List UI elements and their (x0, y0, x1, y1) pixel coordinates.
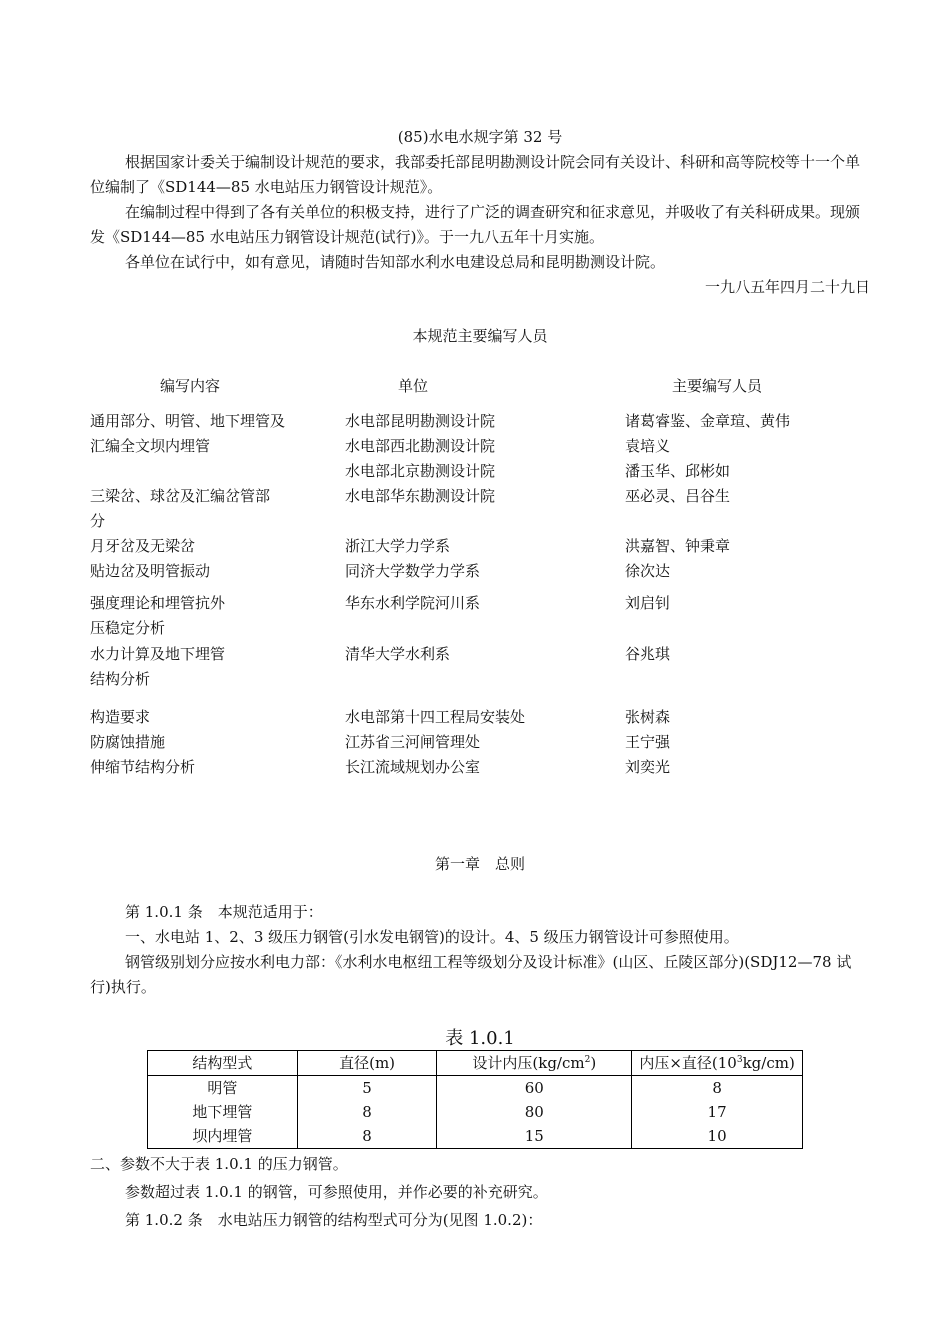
author-content: 贴边岔及明管振动 (90, 562, 211, 580)
table-header-cell: 直径(m) (297, 1051, 437, 1076)
table-cell: 5 (297, 1076, 437, 1101)
author-unit: 江苏省三河闸管理处 (345, 733, 481, 751)
table-row (148, 1076, 803, 1101)
authors-title: 本规范主要编写人员 (412, 327, 548, 345)
author-unit: 水电部西北勘测设计院 (345, 437, 496, 455)
chapter-title: 第一章 总则 (434, 855, 525, 873)
table-cell: 17 (632, 1100, 803, 1124)
author-unit: 华东水利学院河川系 (345, 594, 481, 612)
author-content: 分 (90, 512, 106, 530)
author-people: 潘玉华、邱彬如 (625, 462, 731, 480)
author-people: 诸葛睿鉴、金章瑄、黄伟 (625, 412, 791, 430)
table-caption: 表 1.0.1 (445, 1028, 515, 1049)
table-cell: 8 (632, 1076, 803, 1101)
table-cell: 15 (437, 1124, 632, 1149)
author-people: 刘奕光 (625, 758, 671, 776)
author-people: 刘启钊 (625, 594, 671, 612)
table-cell: 10 (632, 1124, 803, 1149)
article-1-0-2: 第 1.0.2 条 水电站压力钢管的结构型式可分为(见图 1.0.2)： (125, 1211, 543, 1229)
author-content: 通用部分、明管、地下埋管及 (90, 412, 286, 430)
item-2: 二、参数不大于表 1.0.1 的压力钢管。 (90, 1155, 348, 1173)
authors-header-content: 编写内容 (160, 377, 221, 395)
table-header-cell: 结构型式 (148, 1051, 298, 1076)
paragraph-1: 根据国家计委关于编制设计规范的要求，我部委托部昆明勘测设计院会同有关设计、科研和高等院校等十一个单位编制了《SD144—85 水电站压力钢管设计规范》。 (90, 153, 861, 196)
author-unit: 浙江大学力学系 (345, 537, 451, 555)
table-header-row (148, 1051, 803, 1076)
paragraph-3: 各单位在试行中，如有意见，请随时告知部水利水电建设总局和昆明勘测设计院。 (125, 253, 666, 271)
author-people: 王宁强 (625, 733, 671, 751)
doc-number: (85)水电水规字第 32 号 (397, 128, 563, 146)
table-row (148, 1100, 803, 1124)
author-content: 结构分析 (90, 670, 151, 688)
table-cell: 坝内埋管 (148, 1124, 298, 1149)
table-cell: 8 (297, 1100, 437, 1124)
article-1-0-1: 第 1.0.1 条 本规范适用于： (125, 903, 323, 921)
author-people: 洪嘉智、钟秉章 (625, 537, 731, 555)
table-header-cell: 设计内压$(kg/cm^2)$ (437, 1051, 632, 1076)
authors-header-people: 主要编写人员 (672, 377, 763, 395)
paragraph-2: 在编制过程中得到了各有关单位的积极支持，进行了广泛的调查研究和征求意见，并吸收了有关科研成果。现颁发《SD144—85 水电站压力钢管设计规范(试行)》。于一九八五年十月实施。 (90, 203, 861, 246)
author-people: 徐次达 (625, 562, 671, 580)
item-1: 一、水电站 1、2、3 级压力钢管(引水发电钢管)的设计。4、5 级压力钢管设计可参照使用。 (125, 928, 739, 946)
author-content: 压稳定分析 (90, 619, 166, 637)
author-unit: 长江流域规划办公室 (345, 758, 481, 776)
author-unit: 水电部昆明勘测设计院 (345, 412, 496, 430)
author-unit: 同济大学数学力学系 (345, 562, 481, 580)
author-content: 构造要求 (90, 708, 151, 726)
author-content: 汇编全文坝内埋管 (90, 437, 211, 455)
table-row (148, 1124, 803, 1149)
author-content: 伸缩节结构分析 (90, 758, 196, 776)
table-cell: 80 (437, 1100, 632, 1124)
table-cell: 8 (297, 1124, 437, 1149)
author-content: 水力计算及地下埋管 (90, 645, 226, 663)
parameters-table (147, 1050, 803, 1149)
author-people: 谷兆琪 (625, 645, 671, 663)
table-header-cell: 内压×直径$(10^3kg/cm)$ (632, 1051, 803, 1076)
author-unit: 水电部北京勘测设计院 (345, 462, 496, 480)
item-1-note: 钢管级别划分应按水利电力部：《水利水电枢纽工程等级划分及设计标准》(山区、丘陵区部分)(SDJ12—78 试行)执行。 (90, 953, 852, 996)
item-2-note: 参数超过表 1.0.1 的钢管，可参照使用，并作必要的补充研究。 (125, 1183, 548, 1201)
table-cell: 60 (437, 1076, 632, 1101)
issue-date: 一九八五年四月二十九日 (704, 278, 870, 296)
author-content: 月牙岔及无梁岔 (90, 537, 196, 555)
table-cell: 地下埋管 (148, 1100, 298, 1124)
author-unit: 清华大学水利系 (345, 645, 451, 663)
author-people: 袁培义 (625, 437, 671, 455)
author-content: 防腐蚀措施 (90, 733, 166, 751)
author-people: 张树森 (625, 708, 671, 726)
table-cell: 明管 (148, 1076, 298, 1101)
author-content: 强度理论和埋管抗外 (90, 594, 226, 612)
author-content: 三梁岔、球岔及汇编岔管部 (90, 487, 271, 505)
authors-header-unit: 单位 (398, 377, 429, 395)
author-unit: 水电部华东勘测设计院 (345, 487, 496, 505)
author-people: 巫必灵、吕谷生 (625, 487, 731, 505)
author-unit: 水电部第十四工程局安装处 (345, 708, 526, 726)
